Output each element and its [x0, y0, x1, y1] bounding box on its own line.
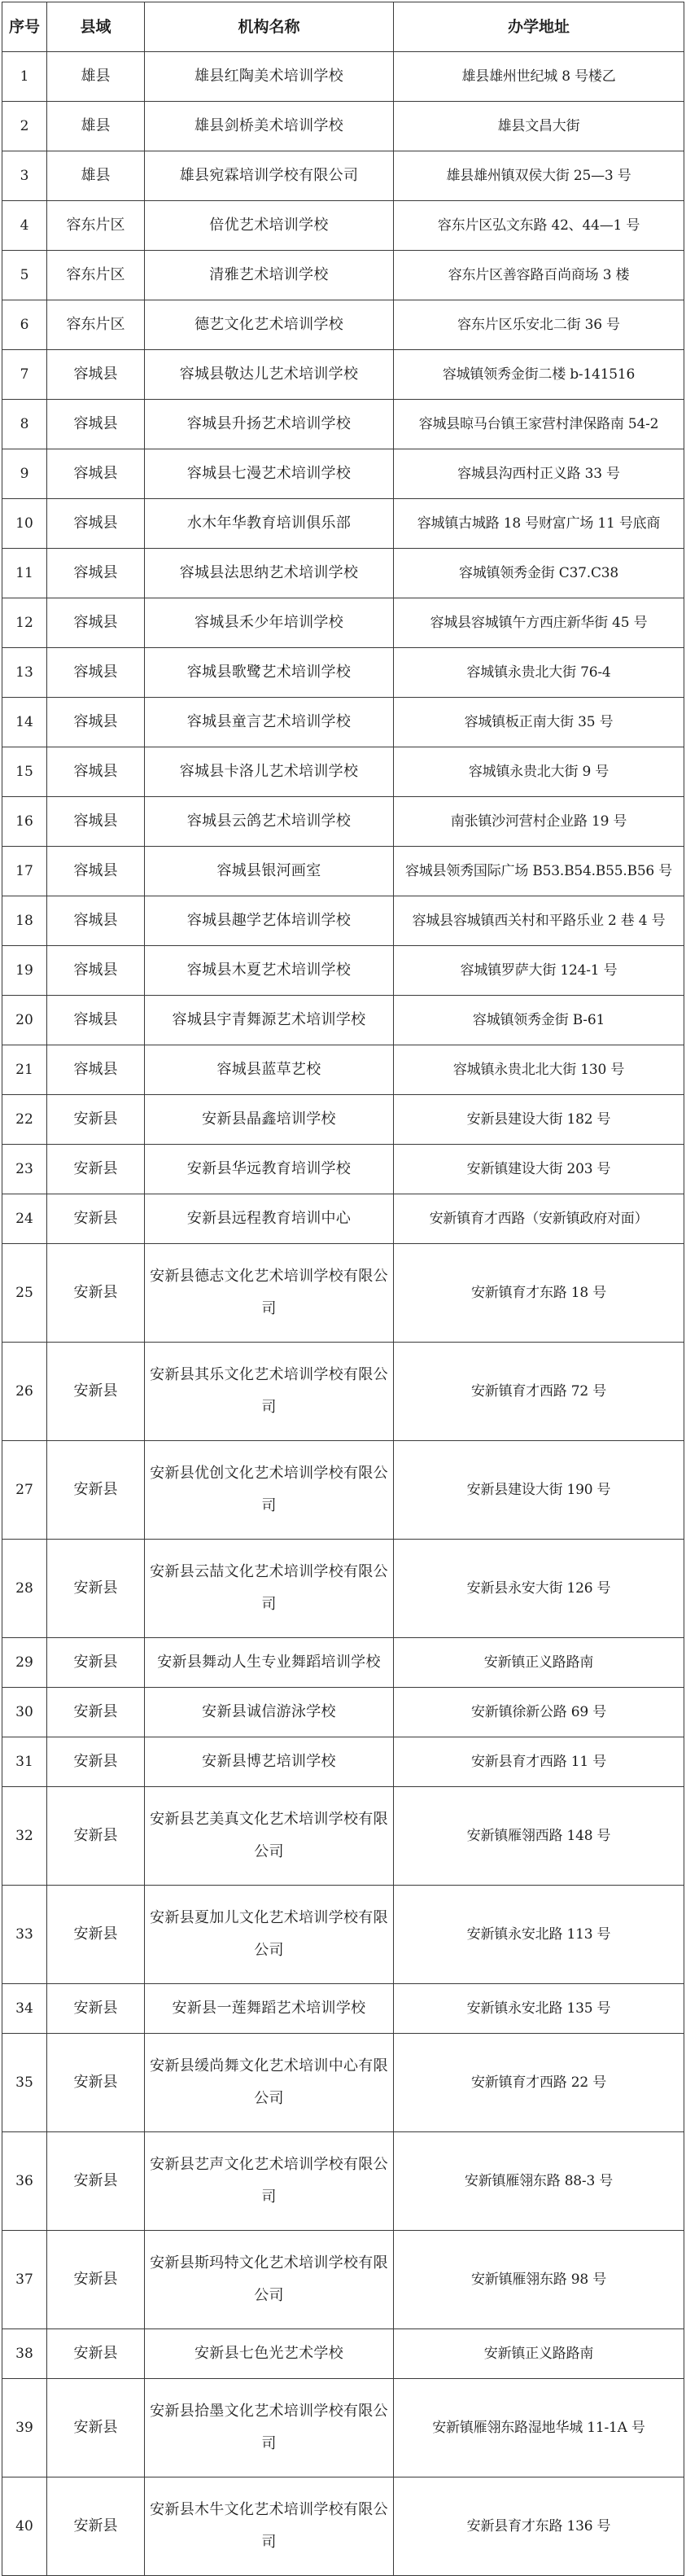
- row-index-cell: 11: [2, 549, 47, 598]
- table-row: [2, 2231, 684, 2329]
- row-county-cell: 容城县: [47, 698, 145, 747]
- row-name-cell: 安新县斯玛特文化艺术培训学校有限公司: [145, 2231, 394, 2329]
- row-index-cell: 8: [2, 400, 47, 449]
- row-address-cell: 安新镇正义路路南: [394, 1638, 684, 1688]
- row-index-cell: 39: [2, 2379, 47, 2477]
- row-county-cell: 容城县: [47, 1045, 145, 1095]
- row-address-cell: 容城县容城镇西关村和平路乐业 2 巷 4 号: [394, 896, 684, 946]
- row-county-cell: 安新县: [47, 1737, 145, 1787]
- row-name-cell: 安新县德志文化艺术培训学校有限公司: [145, 1244, 394, 1343]
- table-row: [2, 1194, 684, 1244]
- row-county-cell: 容城县: [47, 847, 145, 896]
- row-index-cell: 37: [2, 2231, 47, 2329]
- row-name-cell: 安新县七色光艺术学校: [145, 2329, 394, 2379]
- row-county-cell: 安新县: [47, 1984, 145, 2034]
- table-row: [2, 52, 684, 102]
- row-name-cell: 容城县木夏艺术培训学校: [145, 946, 394, 996]
- row-address-cell: 雄县雄州镇双侯大街 25—3 号: [394, 151, 684, 201]
- table-row: [2, 2329, 684, 2379]
- row-name-cell: 容城县七漫艺术培训学校: [145, 449, 394, 499]
- table-body: [2, 52, 684, 2576]
- row-index-cell: 2: [2, 102, 47, 151]
- table-row: [2, 2379, 684, 2477]
- row-index-cell: 14: [2, 698, 47, 747]
- row-index-cell: 35: [2, 2034, 47, 2132]
- row-index-cell: 17: [2, 847, 47, 896]
- table-row: [2, 1638, 684, 1688]
- row-county-cell: 容城县: [47, 896, 145, 946]
- row-name-cell: 安新县木牛文化艺术培训学校有限公司: [145, 2477, 394, 2576]
- row-name-cell: 安新县艺声文化艺术培训学校有限公司: [145, 2132, 394, 2231]
- table-row: [2, 201, 684, 251]
- row-address-cell: 容城镇罗萨大街 124-1 号: [394, 946, 684, 996]
- row-address-cell: 南张镇沙河营村企业路 19 号: [394, 797, 684, 847]
- row-name-cell: 安新县缓尚舞文化艺术培训中心有限公司: [145, 2034, 394, 2132]
- row-address-cell: 安新县建设大街 182 号: [394, 1095, 684, 1145]
- row-name-cell: 容城县歌鹭艺术培训学校: [145, 648, 394, 698]
- row-county-cell: 安新县: [47, 1638, 145, 1688]
- row-index-cell: 31: [2, 1737, 47, 1787]
- row-county-cell: 雄县: [47, 102, 145, 151]
- row-address-cell: 安新镇育才西路 22 号: [394, 2034, 684, 2132]
- row-name-cell: 容城县童言艺术培训学校: [145, 698, 394, 747]
- row-county-cell: 雄县: [47, 151, 145, 201]
- row-index-cell: 36: [2, 2132, 47, 2231]
- row-county-cell: 安新县: [47, 1095, 145, 1145]
- row-address-cell: 容东片区乐安北二街 36 号: [394, 300, 684, 350]
- row-address-cell: 雄县文昌大街: [394, 102, 684, 151]
- row-name-cell: 容城县卡洛儿艺术培训学校: [145, 747, 394, 797]
- row-name-cell: 容城县法思纳艺术培训学校: [145, 549, 394, 598]
- header-index: 序号: [2, 2, 47, 52]
- row-name-cell: 安新县华远教育培训学校: [145, 1145, 394, 1194]
- row-county-cell: 雄县: [47, 52, 145, 102]
- row-county-cell: 安新县: [47, 1145, 145, 1194]
- row-name-cell: 容城县敬达儿艺术培训学校: [145, 350, 394, 400]
- table-row: [2, 2132, 684, 2231]
- row-address-cell: 安新县育才东路 136 号: [394, 2477, 684, 2576]
- row-name-cell: 水木年华教育培训俱乐部: [145, 499, 394, 549]
- row-name-cell: 安新县博艺培训学校: [145, 1737, 394, 1787]
- table-row: [2, 251, 684, 300]
- row-index-cell: 40: [2, 2477, 47, 2576]
- table-row: [2, 2034, 684, 2132]
- row-address-cell: 容城镇板正南大街 35 号: [394, 698, 684, 747]
- row-county-cell: 容城县: [47, 400, 145, 449]
- row-address-cell: 安新镇徐新公路 69 号: [394, 1688, 684, 1737]
- row-county-cell: 容城县: [47, 449, 145, 499]
- row-index-cell: 28: [2, 1540, 47, 1638]
- row-county-cell: 容城县: [47, 797, 145, 847]
- row-county-cell: 安新县: [47, 2231, 145, 2329]
- row-index-cell: 38: [2, 2329, 47, 2379]
- row-county-cell: 安新县: [47, 2329, 145, 2379]
- row-county-cell: 容东片区: [47, 300, 145, 350]
- row-address-cell: 安新镇育才西路（安新镇政府对面）: [394, 1194, 684, 1244]
- row-address-cell: 容城镇永贵北大街 9 号: [394, 747, 684, 797]
- row-name-cell: 雄县宛霖培训学校有限公司: [145, 151, 394, 201]
- header-county: 县域: [47, 2, 145, 52]
- row-name-cell: 安新县其乐文化艺术培训学校有限公司: [145, 1343, 394, 1441]
- row-index-cell: 3: [2, 151, 47, 201]
- table-row: [2, 1688, 684, 1737]
- row-name-cell: 安新县一莲舞蹈艺术培训学校: [145, 1984, 394, 2034]
- row-index-cell: 19: [2, 946, 47, 996]
- row-county-cell: 安新县: [47, 2379, 145, 2477]
- row-county-cell: 容城县: [47, 946, 145, 996]
- table-row: [2, 946, 684, 996]
- table-row: [2, 350, 684, 400]
- table-row: [2, 1244, 684, 1343]
- row-name-cell: 容城县宇青舞源艺术培训学校: [145, 996, 394, 1045]
- row-address-cell: 安新镇永安北路 113 号: [394, 1886, 684, 1984]
- row-index-cell: 32: [2, 1787, 47, 1886]
- row-county-cell: 容东片区: [47, 251, 145, 300]
- row-name-cell: 安新县拾墨文化艺术培训学校有限公司: [145, 2379, 394, 2477]
- row-index-cell: 22: [2, 1095, 47, 1145]
- table-row: [2, 499, 684, 549]
- row-name-cell: 倍优艺术培训学校: [145, 201, 394, 251]
- row-index-cell: 5: [2, 251, 47, 300]
- row-county-cell: 安新县: [47, 2132, 145, 2231]
- row-name-cell: 容城县禾少年培训学校: [145, 598, 394, 648]
- row-index-cell: 18: [2, 896, 47, 946]
- row-name-cell: 容城县蓝草艺校: [145, 1045, 394, 1095]
- row-county-cell: 容城县: [47, 648, 145, 698]
- row-county-cell: 安新县: [47, 1688, 145, 1737]
- row-county-cell: 安新县: [47, 1343, 145, 1441]
- row-name-cell: 容城县银河画室: [145, 847, 394, 896]
- table-row: [2, 797, 684, 847]
- row-address-cell: 安新县建设大街 190 号: [394, 1441, 684, 1540]
- row-index-cell: 34: [2, 1984, 47, 2034]
- row-index-cell: 20: [2, 996, 47, 1045]
- row-address-cell: 安新县永安大街 126 号: [394, 1540, 684, 1638]
- row-index-cell: 24: [2, 1194, 47, 1244]
- row-index-cell: 16: [2, 797, 47, 847]
- row-county-cell: 安新县: [47, 1441, 145, 1540]
- row-address-cell: 安新镇正义路路南: [394, 2329, 684, 2379]
- header-row: [2, 2, 684, 52]
- row-index-cell: 21: [2, 1045, 47, 1095]
- row-address-cell: 容城县沟西村正义路 33 号: [394, 449, 684, 499]
- row-county-cell: 容城县: [47, 350, 145, 400]
- row-address-cell: 安新镇雁翎东路 98 号: [394, 2231, 684, 2329]
- row-address-cell: 容城县领秀国际广场 B53.B54.B55.B56 号: [394, 847, 684, 896]
- row-index-cell: 25: [2, 1244, 47, 1343]
- table-row: [2, 747, 684, 797]
- row-name-cell: 安新县优创文化艺术培训学校有限公司: [145, 1441, 394, 1540]
- row-address-cell: 容东片区弘文东路 42、44—1 号: [394, 201, 684, 251]
- row-name-cell: 安新县晶鑫培训学校: [145, 1095, 394, 1145]
- row-address-cell: 安新镇雁翎东路 88-3 号: [394, 2132, 684, 2231]
- row-index-cell: 33: [2, 1886, 47, 1984]
- table-row: [2, 1145, 684, 1194]
- row-name-cell: 雄县红陶美术培训学校: [145, 52, 394, 102]
- table-row: [2, 151, 684, 201]
- row-name-cell: 安新县云喆文化艺术培训学校有限公司: [145, 1540, 394, 1638]
- row-index-cell: 29: [2, 1638, 47, 1688]
- row-name-cell: 安新县舞动人生专业舞蹈培训学校: [145, 1638, 394, 1688]
- table-row: [2, 1886, 684, 1984]
- institution-table: [2, 2, 684, 2576]
- row-name-cell: 雄县剑桥美术培训学校: [145, 102, 394, 151]
- row-index-cell: 12: [2, 598, 47, 648]
- row-county-cell: 容东片区: [47, 201, 145, 251]
- row-address-cell: 安新县育才西路 11 号: [394, 1737, 684, 1787]
- row-name-cell: 德艺文化艺术培训学校: [145, 300, 394, 350]
- row-index-cell: 13: [2, 648, 47, 698]
- row-county-cell: 安新县: [47, 1194, 145, 1244]
- row-address-cell: 雄县雄州世纪城 8 号楼乙: [394, 52, 684, 102]
- row-name-cell: 容城县升扬艺术培训学校: [145, 400, 394, 449]
- row-county-cell: 容城县: [47, 598, 145, 648]
- table-row: [2, 1540, 684, 1638]
- header-address: 办学地址: [394, 2, 684, 52]
- row-name-cell: 安新县艺美真文化艺术培训学校有限公司: [145, 1787, 394, 1886]
- table-row: [2, 549, 684, 598]
- row-county-cell: 安新县: [47, 1540, 145, 1638]
- row-county-cell: 安新县: [47, 2477, 145, 2576]
- table-row: [2, 1045, 684, 1095]
- row-address-cell: 安新镇雁翎东路湿地华城 11-1A 号: [394, 2379, 684, 2477]
- row-address-cell: 容东片区善容路百尚商场 3 楼: [394, 251, 684, 300]
- row-county-cell: 容城县: [47, 499, 145, 549]
- row-county-cell: 容城县: [47, 996, 145, 1045]
- row-name-cell: 清雅艺术培训学校: [145, 251, 394, 300]
- row-index-cell: 10: [2, 499, 47, 549]
- table-row: [2, 2477, 684, 2576]
- row-address-cell: 安新镇雁翎西路 148 号: [394, 1787, 684, 1886]
- row-address-cell: 安新镇建设大街 203 号: [394, 1145, 684, 1194]
- table-row: [2, 598, 684, 648]
- row-address-cell: 安新镇育才东路 18 号: [394, 1244, 684, 1343]
- row-address-cell: 容城镇领秀金街 C37.C38: [394, 549, 684, 598]
- row-index-cell: 30: [2, 1688, 47, 1737]
- table-row: [2, 996, 684, 1045]
- row-index-cell: 26: [2, 1343, 47, 1441]
- row-county-cell: 安新县: [47, 1886, 145, 1984]
- row-index-cell: 7: [2, 350, 47, 400]
- table-row: [2, 1737, 684, 1787]
- table-row: [2, 1787, 684, 1886]
- row-address-cell: 容城镇领秀金街 B-61: [394, 996, 684, 1045]
- table-header: [2, 2, 684, 52]
- row-index-cell: 23: [2, 1145, 47, 1194]
- row-index-cell: 1: [2, 52, 47, 102]
- table-row: [2, 648, 684, 698]
- row-name-cell: 容城县趣学艺体培训学校: [145, 896, 394, 946]
- table-row: [2, 1441, 684, 1540]
- row-address-cell: 安新镇育才西路 72 号: [394, 1343, 684, 1441]
- row-county-cell: 安新县: [47, 1244, 145, 1343]
- table-row: [2, 400, 684, 449]
- row-name-cell: 安新县诚信游泳学校: [145, 1688, 394, 1737]
- row-index-cell: 27: [2, 1441, 47, 1540]
- row-address-cell: 容城镇永贵北北大街 130 号: [394, 1045, 684, 1095]
- row-address-cell: 安新镇永安北路 135 号: [394, 1984, 684, 2034]
- row-county-cell: 安新县: [47, 2034, 145, 2132]
- row-address-cell: 容城镇领秀金街二楼 b-141516: [394, 350, 684, 400]
- table-row: [2, 896, 684, 946]
- row-index-cell: 9: [2, 449, 47, 499]
- row-address-cell: 容城县晾马台镇王家营村津保路南 54-2: [394, 400, 684, 449]
- row-address-cell: 容城镇永贵北大街 76-4: [394, 648, 684, 698]
- row-county-cell: 安新县: [47, 1787, 145, 1886]
- table-row: [2, 449, 684, 499]
- row-index-cell: 4: [2, 201, 47, 251]
- row-name-cell: 容城县云鸽艺术培训学校: [145, 797, 394, 847]
- table-row: [2, 1984, 684, 2034]
- table-row: [2, 1095, 684, 1145]
- table-row: [2, 847, 684, 896]
- row-name-cell: 安新县夏加儿文化艺术培训学校有限公司: [145, 1886, 394, 1984]
- row-county-cell: 容城县: [47, 747, 145, 797]
- table-row: [2, 698, 684, 747]
- table-row: [2, 102, 684, 151]
- row-address-cell: 容城县容城镇午方西庄新华街 45 号: [394, 598, 684, 648]
- header-name: 机构名称: [145, 2, 394, 52]
- row-county-cell: 容城县: [47, 549, 145, 598]
- row-index-cell: 6: [2, 300, 47, 350]
- row-index-cell: 15: [2, 747, 47, 797]
- table-row: [2, 300, 684, 350]
- row-address-cell: 容城镇古城路 18 号财富广场 11 号底商: [394, 499, 684, 549]
- row-name-cell: 安新县远程教育培训中心: [145, 1194, 394, 1244]
- table-row: [2, 1343, 684, 1441]
